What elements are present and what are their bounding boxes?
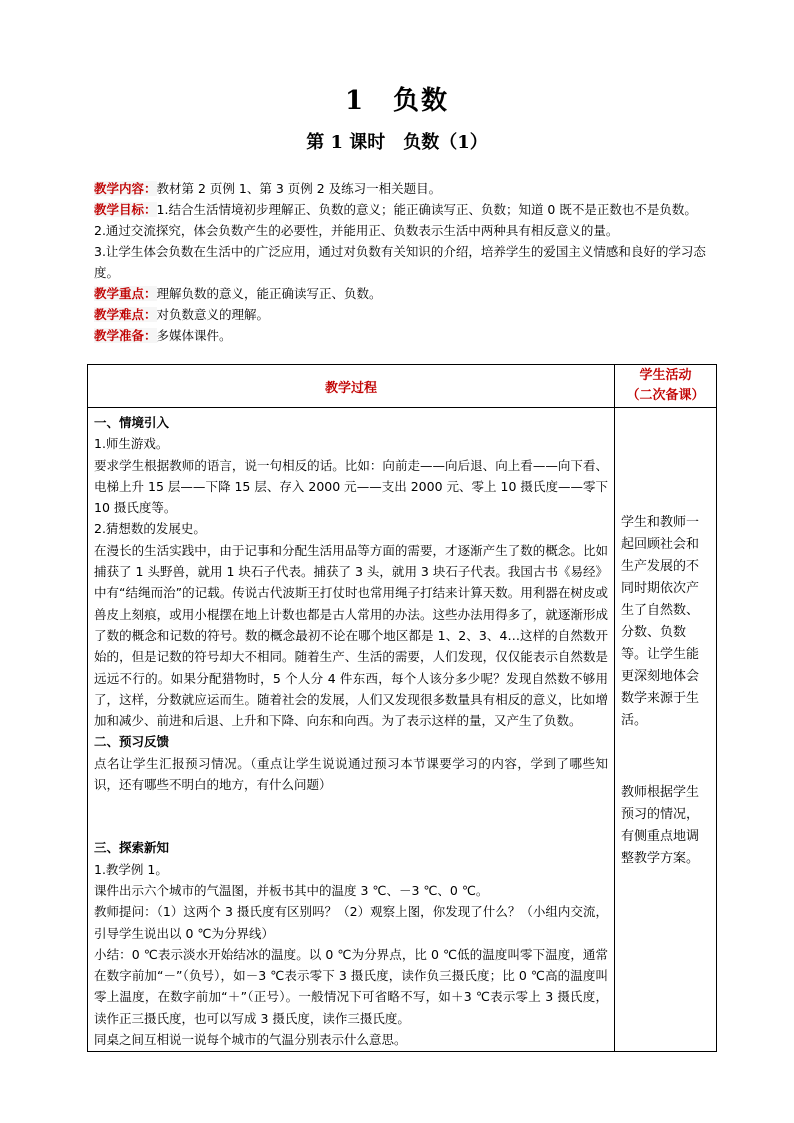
meta-preparation (94, 325, 710, 346)
table-header-row (88, 365, 717, 408)
blank-spacer (94, 795, 608, 837)
section-heading: 二、预习反馈 (94, 734, 170, 750)
paragraph: 点名让学生汇报预习情况。（重点让学生说说通过预习本节课要学习的内容，学到了哪些知识，还有哪些不明白的地方，有什么问题） (94, 755, 608, 793)
paragraph: 课件出示六个城市的气温图，并板书其中的温度 3 ℃、－3 ℃、0 ℃。 (94, 882, 489, 898)
meta-key-point (94, 283, 710, 304)
header-activity-line2: （二次备课） (626, 388, 705, 403)
meta-label: 教学准备： (94, 328, 157, 343)
lesson-unit-title: 1 负数 (344, 86, 450, 116)
paragraph: 教师提问：（1）这两个 3 摄氏度有区别吗？（2）观察上图，你发现了什么？（小组内交流，引导学生说出以 0 ℃为分界线） (94, 904, 608, 941)
activity-note: 教师根据学生预习的情况，有侧重点地调整教学方案。 (621, 785, 700, 866)
meta-label: 教学目标： (94, 202, 157, 217)
lesson-meta (94, 178, 710, 346)
meta-text: 理解负数的意义，能正确读写正、负数。 (156, 286, 382, 301)
meta-text: 多媒体课件。 (156, 328, 232, 343)
paragraph: 2.猜想数的发展史。 (94, 521, 206, 537)
meta-text: 教材第 2 页例 1、第 3 页例 2 及练习一相关题目。 (156, 181, 442, 196)
paragraph: 要求学生根据教师的语言，说一句相反的话。比如：向前走——向后退、向上看——向下看、电梯上升 15 层——下降 15 层、存入 2000 元——支出 2000 元、零上 10 摄氏度——零下 10 摄氏度等。 (94, 457, 608, 516)
header-teaching-process: 教学过程 (88, 365, 615, 408)
meta-objective-1 (94, 199, 710, 220)
meta-text: 1.结合生活情境初步理解正、负数的意义；能正确读写正、负数；知道 0 既不是正数也不是负数。 (156, 202, 697, 217)
meta-label: 教学重点： (94, 286, 157, 301)
paragraph: 1.教学例 1。 (94, 861, 168, 877)
meta-difficulty (94, 304, 710, 325)
teaching-table (87, 364, 717, 1052)
section-heading: 三、探索新知 (94, 840, 170, 856)
meta-label: 教学难点： (94, 307, 157, 322)
meta-objective-3: 3.让学生体会负数在生活中的广泛应用，通过对负数有关知识的介绍，培养学生的爱国主义情感和良好的学习态度。 (94, 244, 706, 280)
header-activity-line1: 学生活动 (639, 368, 692, 383)
meta-text: 对负数意义的理解。 (156, 307, 270, 322)
process-content (88, 408, 615, 1052)
activity-note: 学生和教师一起回顾社会和生产发展的不同时期依次产生了自然数、分数、负数等。让学生能更深刻地体会数学来源于生活。 (621, 515, 700, 728)
paragraph: 小结：0 ℃表示淡水开始结冰的温度。以 0 ℃为分界点，比 0 ℃低的温度叫零下温度，通常在数字前加“－”（负号），如－3 ℃表示零下 3 摄氏度，读作负三摄氏度；比 0 ℃高的温度叫零上温度，在数字前加“＋”（正号）。一般情况下可省略不写，如＋3 ℃表示零上 3 摄氏度，读作正三摄氏度，也可以写成 3 摄氏度，读作三摄氏度。 (94, 946, 608, 1026)
table-body-row (88, 408, 717, 1052)
section-heading: 一、情境引入 (94, 415, 170, 430)
paragraph: 同桌之间互相说一说每个城市的气温分别表示什么意思。 (94, 1032, 407, 1048)
activity-notes (615, 408, 717, 1052)
meta-label: 教学内容： (94, 181, 157, 196)
lesson-period-title: 第 1 课时 负数（1） (306, 132, 488, 153)
meta-objective-2: 2.通过交流探究，体会负数产生的必要性，并能用正、负数表示生活中两种具有相反意义的量。 (94, 223, 619, 238)
paragraph: 在漫长的生活实践中，由于记事和分配生活用品等方面的需要，才逐渐产生了数的概念。比如捕获了 1 头野兽，就用 1 块石子代表。捕获了 3 头，就用 3 块石子代表。我国古书《易经》中有“结绳而治”的记载。传说古代波斯王打仗时也常用绳子打结来计算天数。用利器在树皮或兽皮上刻痕，或用小棍摆在地上计数也都是古人常用的办法。这些办法用得多了，就逐渐形成了数的概念和记数的符号。数的概念最初不论在哪个地区都是 1、2、3、4…这样的自然数开始的，但是记数的符号却大不相同。随着生产、生活的需要，人们发现，仅仅能表示自然数是远远不行的。如果分配猎物时，5 个人分 4 件东西，每个人该分多少呢？发现自然数不够用了，这样，分数就应运而生。随着社会的发展，人们又发现很多数量具有相反的意义，比如增加和减少、前进和后退、上升和下降、向东和向西。为了表示这样的量，又产生了负数。 (94, 542, 608, 729)
header-student-activity (615, 365, 717, 408)
paragraph: 1.师生游戏。 (94, 436, 169, 452)
meta-content (94, 178, 710, 199)
